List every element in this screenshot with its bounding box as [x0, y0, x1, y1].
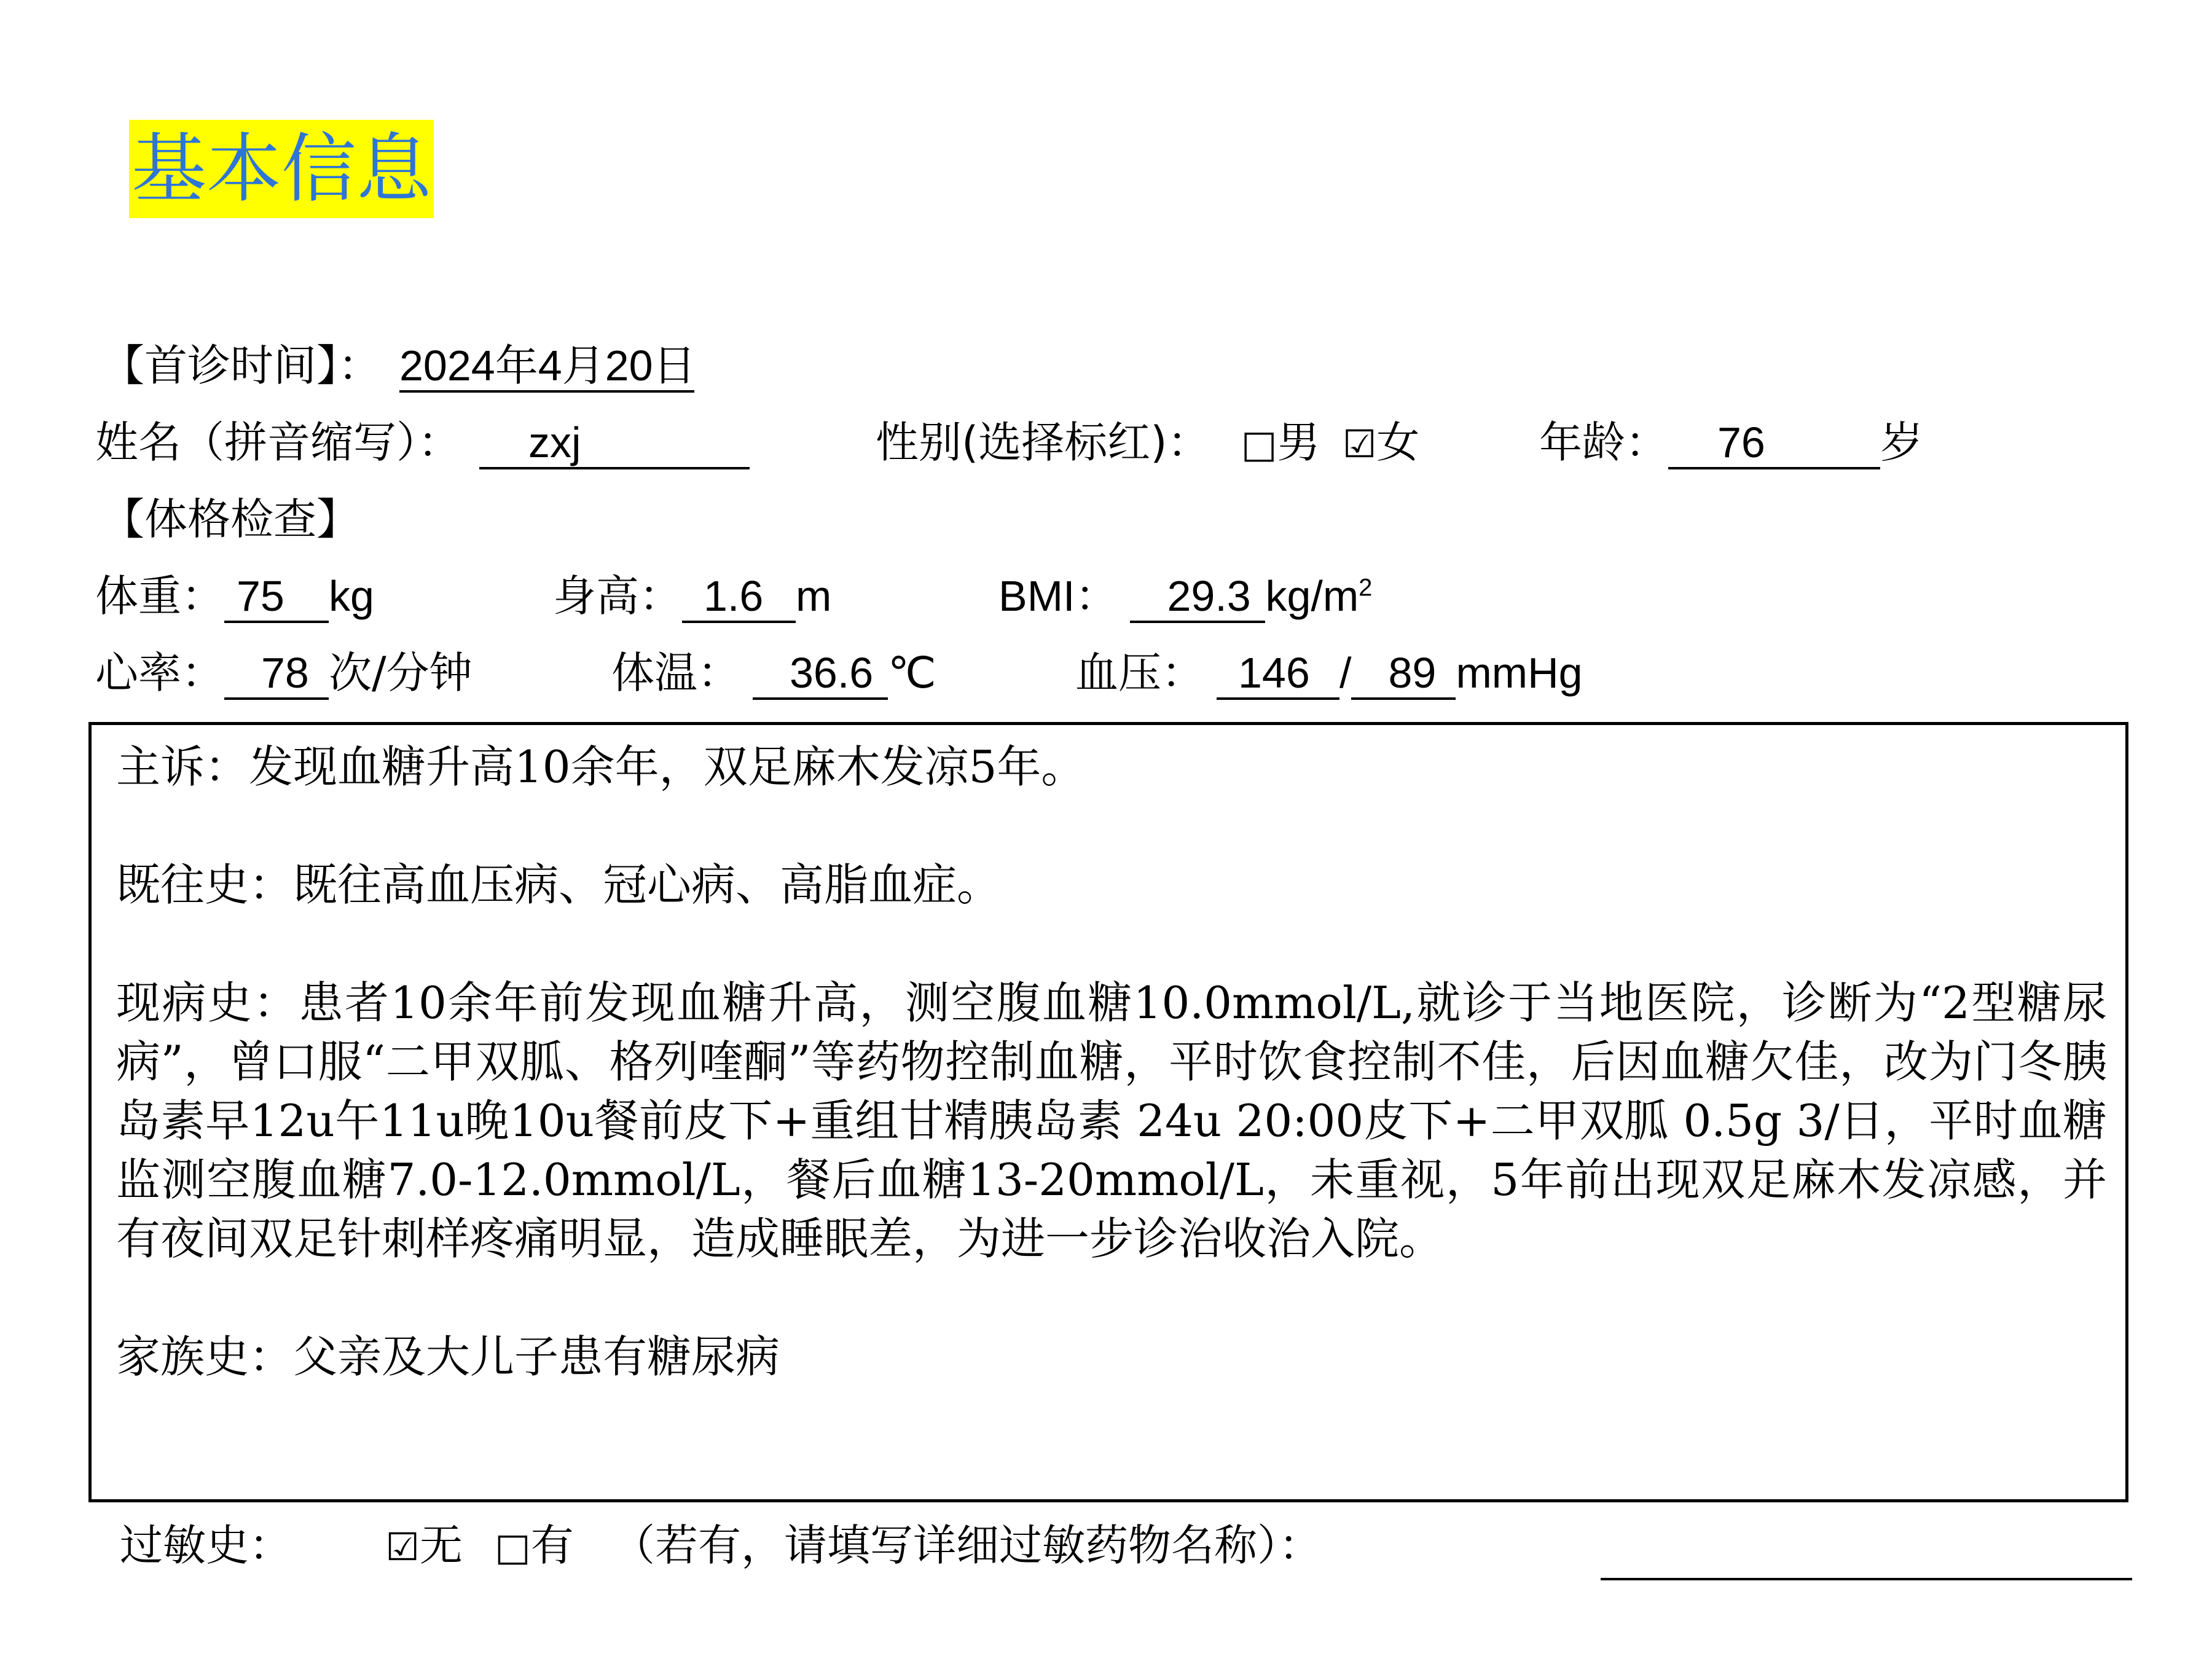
temperature-row [611, 645, 936, 700]
allergy-none-label: 无 [419, 1520, 463, 1571]
height-label: 身高： [553, 571, 682, 621]
allergy-label: 过敏史： [120, 1520, 292, 1571]
exam-header: 【体格检查】 [101, 494, 359, 544]
weight-unit: kg [329, 572, 374, 620]
allergy-row [120, 1518, 1322, 1575]
first-visit-label: 【首诊时间】： [101, 340, 381, 391]
gender-female-label: 女 [1376, 417, 1420, 468]
blood-pressure-separator: / [1339, 649, 1352, 697]
name-field[interactable]: zxj [479, 418, 750, 469]
age-label: 年龄： [1539, 417, 1668, 468]
blood-pressure-unit: mmHg [1456, 649, 1583, 697]
allergy-has-checkbox[interactable]: □ [495, 1524, 531, 1569]
bmi-unit-superscript: 2 [1359, 574, 1373, 602]
allergy-detail-field[interactable] [1601, 1578, 2132, 1580]
bmi-field[interactable]: 29.3 [1130, 571, 1265, 623]
blood-pressure-row [1075, 645, 1583, 700]
temperature-field[interactable]: 36.6 [753, 648, 888, 700]
weight-row [95, 568, 374, 624]
height-field[interactable]: 1.6 [682, 571, 796, 623]
medical-history-box[interactable] [88, 722, 2128, 1502]
height-row [553, 568, 831, 624]
weight-field[interactable]: 75 [224, 571, 329, 623]
bmi-row [998, 568, 1372, 624]
allergy-none-checkbox[interactable]: ☑ [385, 1524, 420, 1569]
blood-pressure-label: 血压： [1075, 648, 1204, 698]
allergy-note: （若有，请填写详细过敏药物名称）： [611, 1520, 1322, 1571]
gender-male-label: 男 [1277, 417, 1320, 468]
heart-rate-field[interactable]: 78 [224, 648, 329, 700]
name-label: 姓名（拼音缩写）： [95, 417, 461, 468]
weight-label: 体重： [95, 571, 224, 621]
age-unit: 岁 [1880, 417, 1923, 468]
gender-male-checkbox[interactable]: □ [1241, 422, 1277, 466]
bmi-unit: kg/m [1265, 572, 1359, 620]
temperature-unit: ℃ [888, 648, 936, 698]
family-history: 家族史：父亲及大儿子患有糖尿病 [116, 1331, 780, 1382]
first-visit-date-field[interactable]: 2024年4月20日 [399, 341, 694, 393]
heart-rate-row [95, 645, 473, 700]
present-history: 现病史：患者10余年前发现血糖升高，测空腹血糖10.0mmol/L,就诊于当地医院，诊断为“2型糖尿病”，曾口服“二甲双胍、格列喹酮”等药物控制血糖，平时饮食控制不佳，后因血糖欠佳，改为门冬胰岛素早12u午11u晚10u餐前皮下+重组甘精胰岛素 24u 20:00皮下+二甲双胍 0.5g 3/日，平时血糖监测空腹血糖7.0-12.0mmol/L，餐后血糖13-20mmol/L，未重视，5年前出现双足麻木发凉感，并有夜间双足针刺样疼痛明显，造成睡眠差，为进一步诊治收治入院。 [116, 977, 2107, 1265]
gender-label: 性别(选择标红)： [876, 417, 1210, 468]
age-row [1539, 415, 1923, 470]
age-field[interactable]: 76 [1668, 418, 1880, 469]
chief-complaint: 主诉：发现血糖升高10余年，双足麻木发凉5年。 [116, 741, 1086, 793]
section-title: 基本信息 [129, 120, 434, 218]
height-unit: m [796, 572, 832, 620]
first-visit-row [101, 338, 694, 393]
temperature-label: 体温： [611, 648, 740, 698]
gender-female-checkbox[interactable]: ☑ [1342, 422, 1377, 466]
diastolic-field[interactable]: 89 [1351, 648, 1456, 700]
name-row [95, 415, 750, 470]
heart-rate-unit: 次/分钟 [329, 648, 473, 698]
gender-row [876, 415, 1419, 472]
allergy-has-label: 有 [530, 1520, 574, 1571]
bmi-label: BMI： [998, 572, 1118, 620]
past-history: 既往史：既往高血压病、冠心病、高脂血症。 [116, 859, 1002, 911]
heart-rate-label: 心率： [95, 648, 224, 698]
systolic-field[interactable]: 146 [1217, 648, 1339, 700]
